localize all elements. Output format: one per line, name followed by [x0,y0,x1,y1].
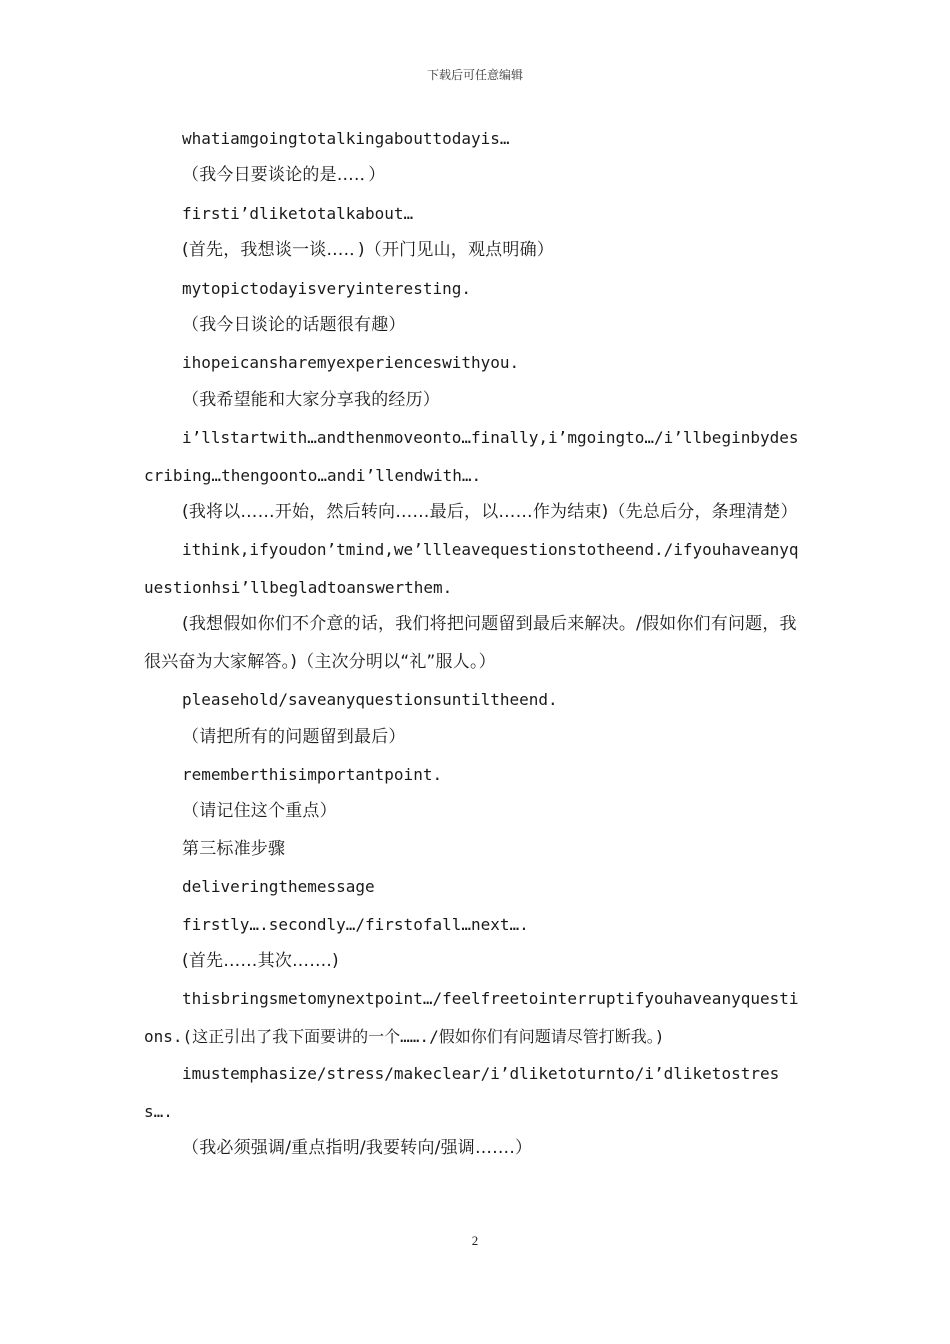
paragraph: （我今日谈论的话题很有趣） [182,315,406,336]
paragraph: firsti’dliketotalkabout… [182,203,414,223]
paragraph: rememberthisimportantpoint. [182,764,443,784]
paragraph: ihopeicansharemyexperienceswithyou. [182,353,520,373]
paragraph: deliveringthemessage [182,877,375,897]
paragraph: （我希望能和大家分享我的经历） [182,389,440,410]
paragraph: firstly….secondly…/firstofall…next…. [182,914,529,934]
section-heading: 第三标准步骤 [182,838,286,859]
paragraph: pleasehold/saveanyquestionsuntiltheend. [182,690,558,710]
paragraph: （请记住这个重点） [182,801,337,822]
paragraph: i’llstartwith…andthenmoveonto…finally,i’mgoingto…/i’llbeginbydescribing…thengoonto…andi’llendwith…. [144,428,799,485]
paragraph: imustemphasize/stress/makeclear/i’dliketoturnto/i’dliketostress…. [144,1064,780,1121]
paragraph: ithink,ifyoudon’tmind,we’llleavequestionstotheend./ifyouhaveanyquestionhsi’llbegladtoanswerthem. [144,540,799,597]
page-header: 下载后可任意编辑 [426,68,523,82]
paragraph: (首先……其次…….) [182,950,339,971]
paragraph: mytopictodayisveryinteresting. [182,278,471,298]
paragraph: (首先，我想谈一谈….．)（开门见山，观点明确） [182,240,554,261]
paragraph: （我今日要谈论的是….．） [182,165,386,186]
paragraph: thisbringsmetomynextpoint…/feelfreetointerruptifyouhaveanyquestions.(这正引出了我下面要讲的一个……./假如你们有问题请尽管打断我。) [144,989,799,1046]
paragraph: (我将以……开始，然后转向……最后，以……作为结束)（先总后分，条理清楚） [182,502,798,523]
document-body [144,120,808,1167]
paragraph: （请把所有的问题留到最后） [182,726,406,747]
paragraph: (我想假如你们不介意的话，我们将把问题留到最后来解决。/假如你们有问题，我很兴奋为大家解答。)（主次分明以“礼”服人。） [144,614,797,672]
paragraph: （我必须强调/重点指明/我要转向/强调…….） [182,1137,533,1158]
page-number: 2 [471,1233,479,1248]
paragraph: whatiamgoingtotalkingabouttodayis… [182,129,510,148]
